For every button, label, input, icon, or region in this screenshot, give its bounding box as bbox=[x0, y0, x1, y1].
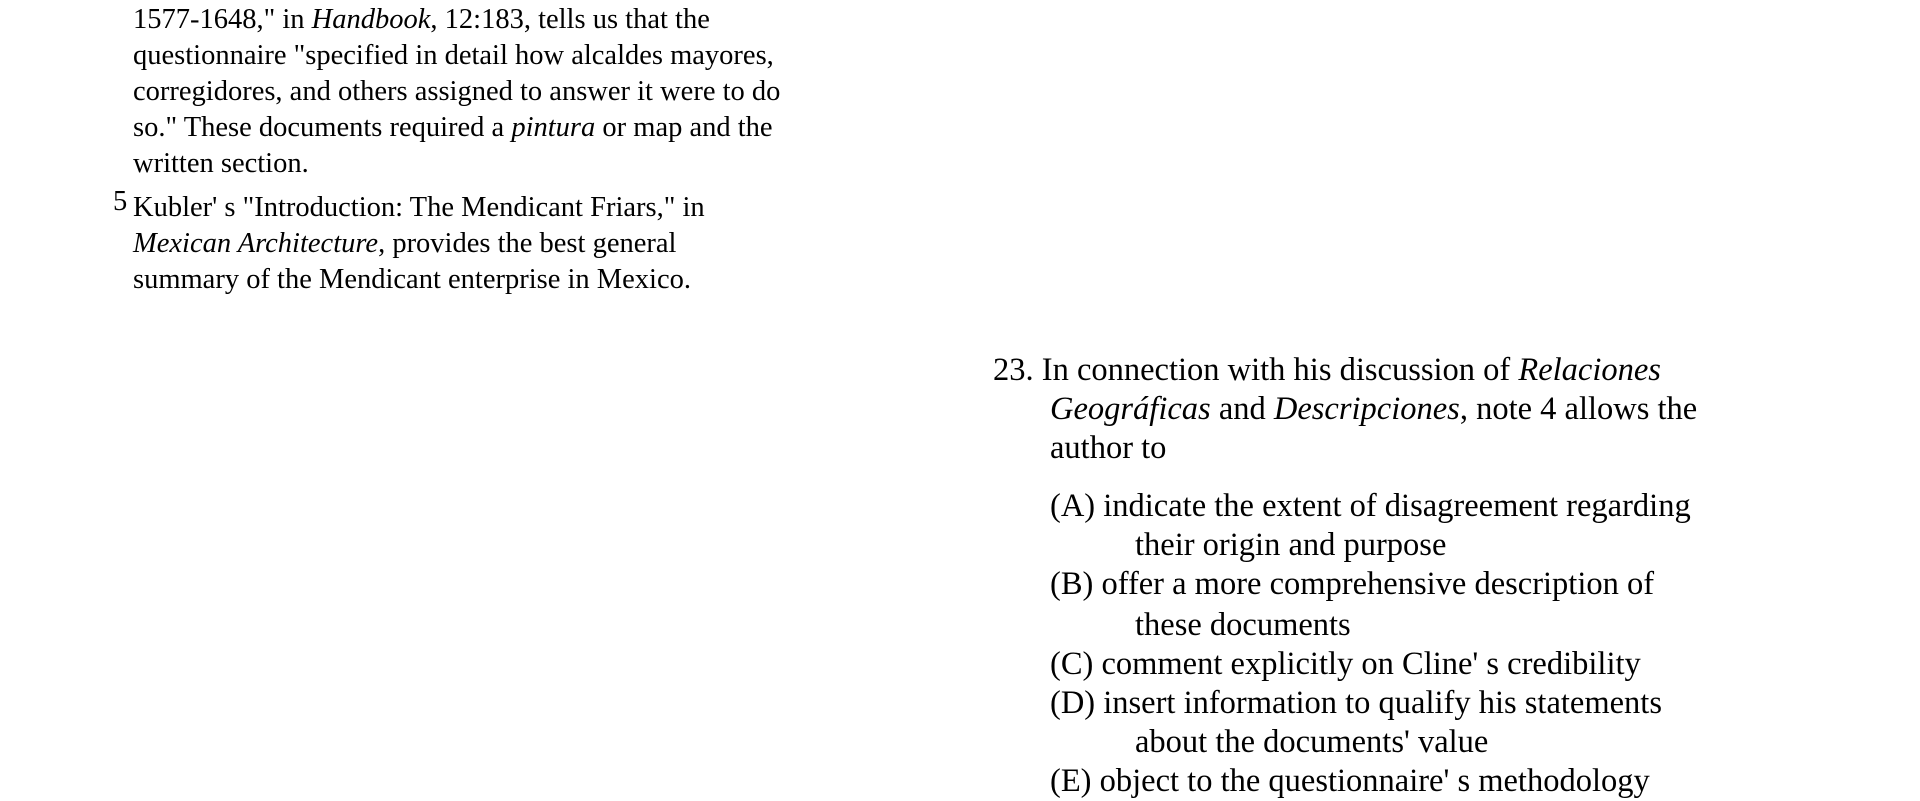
question-text: and bbox=[1210, 391, 1274, 427]
question-stem-line bbox=[993, 390, 1913, 429]
option-c[interactable] bbox=[993, 645, 1913, 684]
footnote-text: 1577-1648," in bbox=[133, 4, 312, 35]
footnote-italic-title: Handbook bbox=[311, 4, 431, 35]
question-stem-line: author to bbox=[1050, 430, 1167, 466]
option-text: indicate the extent of disagreement regarding bbox=[1103, 488, 1691, 524]
footnote-text: or map and the bbox=[595, 112, 773, 143]
footnote-line: summary of the Mendicant enterprise in Mexico. bbox=[133, 264, 691, 295]
option-text: object to the questionnaire' s methodology bbox=[1099, 763, 1650, 799]
option-b-continuation: these documents bbox=[1135, 607, 1351, 643]
option-label: (C) bbox=[1050, 646, 1094, 682]
footnote-5 bbox=[113, 186, 893, 298]
question-italic-term: Geográficas bbox=[1050, 391, 1211, 427]
footnote-marker: 5 bbox=[113, 186, 128, 217]
option-text: offer a more comprehensive description of bbox=[1101, 566, 1655, 602]
answer-options bbox=[993, 487, 1913, 801]
question-text: In connection with his discussion of bbox=[1041, 352, 1519, 388]
footnote-line: Kubler' s "Introduction: The Mendicant Friars," in bbox=[133, 192, 705, 223]
footnote-italic-title: Mexican Architecture bbox=[133, 228, 379, 259]
footnote-text: so." These documents required a bbox=[133, 112, 512, 143]
footnote-line: written section. bbox=[133, 148, 309, 179]
footnote-line bbox=[133, 226, 893, 262]
question-italic-term: Relaciones bbox=[1518, 352, 1661, 388]
option-label: (D) bbox=[1050, 685, 1096, 721]
option-d-continuation: about the documents' value bbox=[1135, 724, 1489, 760]
question-number: 23. bbox=[993, 352, 1034, 388]
footnote-line: questionnaire "specified in detail how alcaldes mayores, bbox=[133, 40, 774, 71]
footnote-italic-term: pintura bbox=[511, 112, 596, 143]
option-label: (A) bbox=[1050, 488, 1096, 524]
question-text: , note 4 allows the bbox=[1459, 391, 1698, 427]
footnote-4-continuation bbox=[133, 2, 893, 182]
footnote-line: corregidores, and others assigned to answer it were to do bbox=[133, 76, 781, 107]
option-d[interactable] bbox=[993, 684, 1913, 723]
option-a[interactable] bbox=[993, 487, 1913, 526]
question-stem-line bbox=[993, 351, 1913, 390]
option-label: (B) bbox=[1050, 566, 1094, 602]
footnote-line bbox=[133, 2, 893, 38]
footnotes-section bbox=[113, 2, 893, 298]
option-a-continuation: their origin and purpose bbox=[1135, 527, 1447, 563]
option-e[interactable] bbox=[993, 762, 1913, 801]
option-b[interactable] bbox=[993, 565, 1913, 604]
footnote-text: , 12:183, tells us that the bbox=[430, 4, 710, 35]
footnote-line bbox=[133, 110, 893, 146]
option-text: comment explicitly on Cline' s credibility bbox=[1101, 646, 1641, 682]
option-label: (E) bbox=[1050, 763, 1092, 799]
option-text: insert information to qualify his statements bbox=[1103, 685, 1662, 721]
question-23 bbox=[993, 351, 1913, 801]
footnote-text: , provides the best general bbox=[378, 228, 677, 259]
question-italic-term: Descripciones bbox=[1273, 391, 1460, 427]
